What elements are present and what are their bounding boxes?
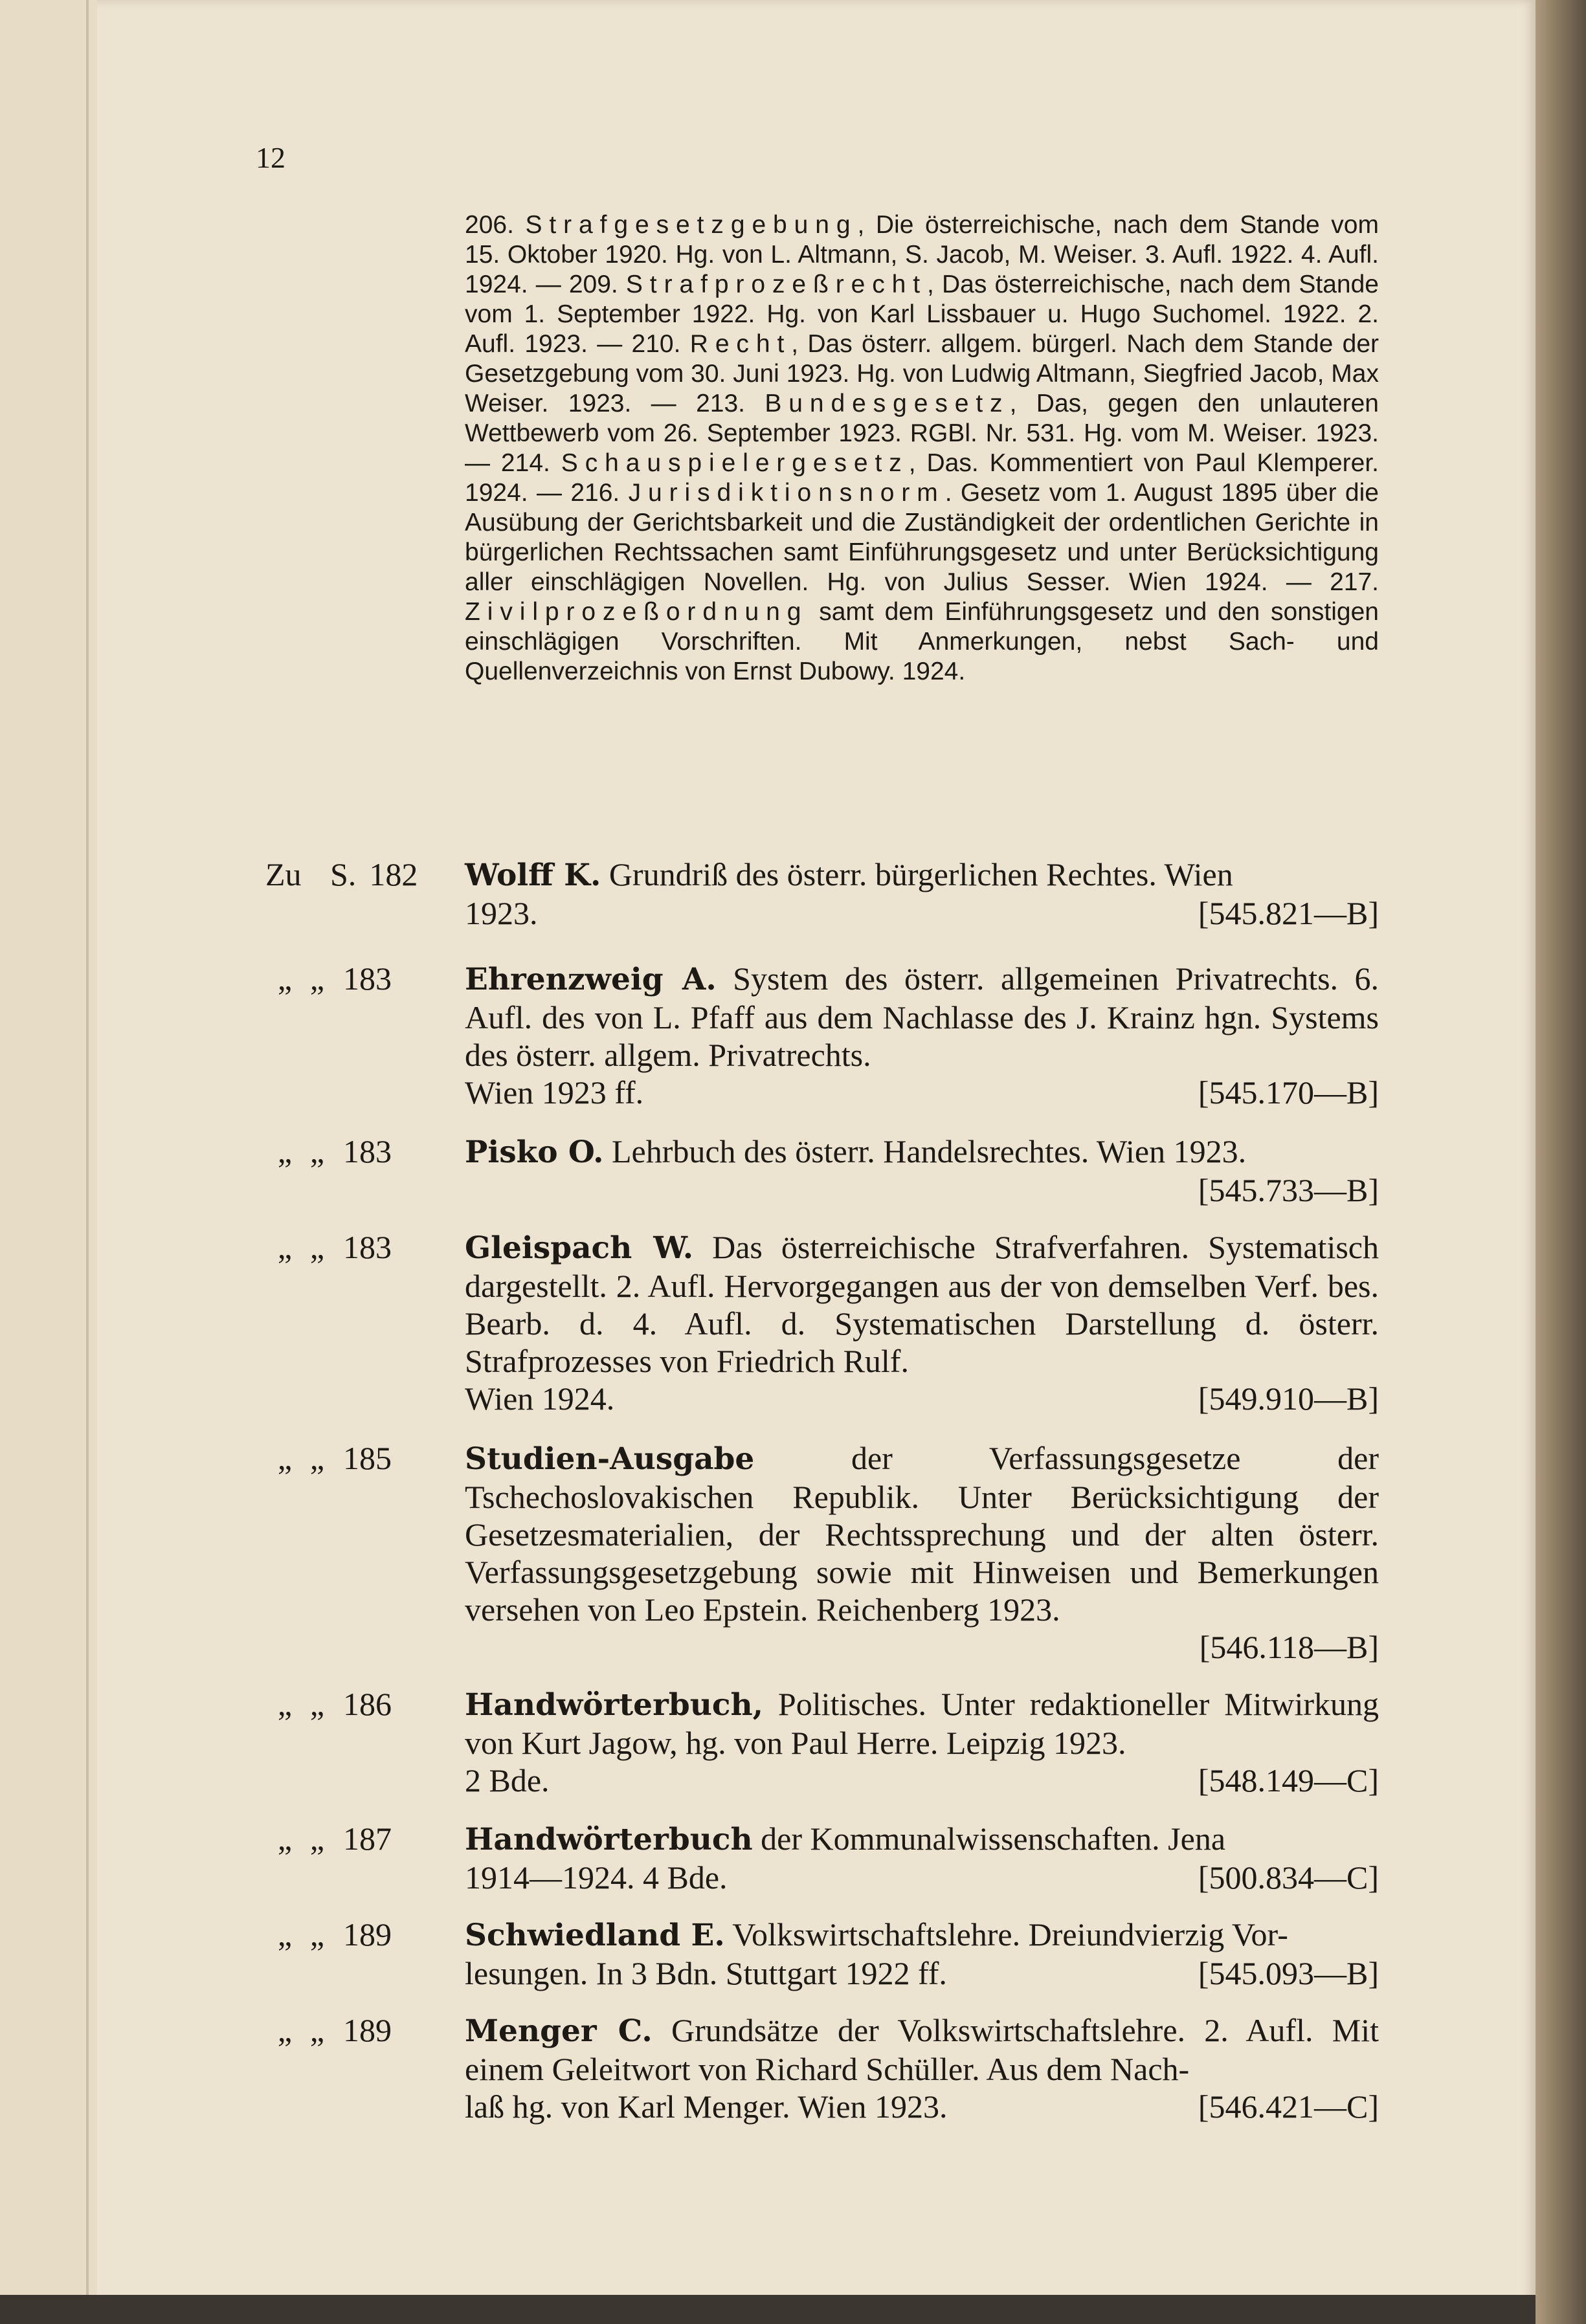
entry-text: [465, 1820, 1379, 1896]
entry-signature: [549.910—B]: [1198, 1380, 1379, 1417]
ref-page: 187: [343, 1820, 392, 1857]
ref-prefix: „: [309, 1133, 325, 1169]
page-reference: [265, 1133, 447, 1170]
spaced-title: Zivilprozeßordnung: [465, 598, 809, 626]
entry-signature: [545.733—B]: [1198, 1172, 1379, 1208]
ref-prefix: „: [309, 1820, 325, 1857]
entry-text: [465, 2011, 1379, 2125]
text-run: 206.: [465, 211, 526, 239]
spaced-title: Schauspielergesetz: [561, 449, 909, 477]
ref-page: 183: [343, 1133, 392, 1169]
entry-author: Menger C.: [465, 2013, 653, 2049]
text-run: , Die österreichische, nach dem Stande vom 15. Oktober 1920. Hg. von L. Altmann, S. Jacob, M. Weiser. 3. Aufl. 1922. 4. Aufl. 1924. — 209.: [465, 211, 1379, 298]
entry-signature: [546.421—C]: [1198, 2088, 1379, 2125]
ref-page: 189: [343, 1916, 392, 1953]
entry-description: Volkswirtschaftslehre. Dreiundvierzig Vor-: [724, 1916, 1288, 1953]
entry-last-line: Wien 1924.: [465, 1380, 615, 1417]
ref-page: 183: [343, 1229, 392, 1265]
ref-prefix: „: [309, 1229, 325, 1265]
ref-page: 189: [343, 2012, 392, 2048]
entry-text: [465, 1685, 1379, 1799]
page-reference: [265, 1820, 447, 1857]
text-run: , Das. Kommentiert von Paul Klemperer. 1924. — 216.: [465, 449, 1379, 507]
spaced-title: Recht: [689, 330, 792, 358]
ref-zu: „: [277, 1440, 293, 1476]
ref-prefix: S.: [330, 856, 357, 892]
ref-page: 182: [369, 856, 418, 892]
spaced-title: Bundesgesetz: [765, 390, 1010, 417]
entry-handwoerterbuch-politisch: [265, 1685, 1379, 1799]
page-edge-bottom: [0, 2295, 1536, 2324]
page-reference: [265, 856, 447, 893]
page-reference: [265, 2011, 447, 2049]
entry-studien-ausgabe: [265, 1439, 1379, 1666]
entry-author: Studien-Ausgabe: [465, 1441, 755, 1477]
page-reference: [265, 1685, 447, 1723]
entry-gleispach: [265, 1228, 1379, 1417]
entry-signature: [500.834—C]: [1198, 1859, 1379, 1896]
page-reference: [265, 1228, 447, 1266]
entry-description: Grundriß des österr. bürgerlichen Rechtes. Wien: [601, 856, 1233, 892]
ref-zu: „: [277, 1686, 293, 1722]
entry-author: Wolff K.: [465, 858, 601, 893]
ref-zu: „: [277, 2012, 293, 2048]
entry-signature: [545.821—B]: [1198, 895, 1379, 931]
spaced-title: Strafgesetzgebung: [525, 211, 858, 239]
entry-last-line: Wien 1923 ff.: [465, 1074, 644, 1111]
ref-page: 183: [343, 960, 392, 997]
entry-pisko: [265, 1133, 1379, 1209]
ref-prefix: „: [309, 1686, 325, 1722]
entry-signature: [545.170—B]: [1198, 1074, 1379, 1111]
entry-text: [465, 1228, 1379, 1417]
page-edge-right: [1536, 0, 1586, 2324]
entry-signature: [548.149—C]: [1198, 1762, 1379, 1798]
ref-zu: Zu: [265, 856, 302, 892]
ref-zu: „: [277, 1820, 293, 1857]
ref-zu: „: [277, 1916, 293, 1953]
page-number: 12: [256, 141, 285, 174]
entry-last-line: 1923.: [465, 895, 538, 931]
entry-text: [465, 856, 1379, 932]
top-entries-paragraph: [465, 210, 1379, 687]
entry-signature: [546.118—B]: [1199, 1629, 1379, 1665]
text-run: samt dem Einführungsgesetz und den sonstigen einschlägigen Vorschriften. Mit Anmerkungen, nebst Sach- und Quellenverzeichnis von Ernst Dubowy. 1924.: [465, 598, 1379, 685]
entry-description: der Kommunalwissenschaften. Jena: [752, 1820, 1226, 1857]
binding-line: [86, 0, 89, 2324]
spaced-title: Jurisdiktionsnorm: [628, 479, 945, 507]
top-entries-block: [465, 210, 1379, 687]
entry-last-line: 2 Bde.: [465, 1762, 550, 1798]
entry-description: Das österreichische Strafverfahren. Systematisch dargestellt. 2. Aufl. Hervorgegangen aus der von demselben Verf. bes. Bearb. d. 4. Aufl. d. Systematischen Darstellung d. österr. Strafprozesses von Friedrich Rulf.: [465, 1229, 1379, 1379]
ref-zu: „: [277, 1133, 293, 1169]
entry-signature: [545.093—B]: [1198, 1955, 1379, 1991]
ref-page: 186: [343, 1686, 392, 1722]
page-binding: [0, 0, 97, 2324]
entry-description: Lehrbuch des österr. Handelsrechtes. Wien 1923.: [603, 1133, 1247, 1169]
entry-author: Gleispach W.: [465, 1230, 694, 1266]
entry-description: Grundsätze der Volkswirtschaftslehre. 2. Aufl. Mit einem Geleitwort von Richard Schüller. Aus dem Nach-: [465, 2012, 1379, 2087]
entry-ehrenzweig: [265, 960, 1379, 1111]
page-reference: [265, 960, 447, 997]
ref-prefix: „: [309, 1440, 325, 1476]
entry-handwoerterbuch-kommunal: [265, 1820, 1379, 1896]
ref-prefix: „: [309, 2012, 325, 2048]
page-reference: [265, 1439, 447, 1477]
entry-author: Ehrenzweig A.: [465, 962, 717, 997]
entry-text: [465, 960, 1379, 1111]
page-reference: [265, 1916, 447, 1953]
entry-author: Handwörterbuch: [465, 1822, 753, 1857]
ref-zu: „: [277, 1229, 293, 1265]
text-run: . Gesetz vom 1. August 1895 über die Ausübung der Gerichtsbarkeit und die Zuständigkeit der ordentlichen Gerichte in bürgerlichen Rechtssachen samt Einführungsgesetz und unter Berücksichtigung aller einschlägigen Novellen. Hg. von Julius Sesser. Wien 1924. — 217.: [465, 479, 1379, 596]
entry-author: Handwörterbuch,: [465, 1687, 764, 1723]
text-run: , Das, gegen den unlauteren Wettbewerb vom 26. September 1923. RGBl. Nr. 531. Hg. vom M. Weiser. 1923. — 214.: [465, 390, 1379, 477]
entry-text: [465, 1133, 1379, 1209]
entry-menger: [265, 2011, 1379, 2125]
entry-description: System des österr. allgemeinen Privatrechts. 6. Aufl. des von L. Pfaff aus dem Nachlasse des J. Krainz hgn. Systems des österr. allgem. Privatrechts.: [465, 960, 1379, 1073]
ref-prefix: „: [309, 1916, 325, 1953]
ref-page: 185: [343, 1440, 392, 1476]
entry-wolff: [265, 856, 1379, 932]
entry-last-line: lesungen. In 3 Bdn. Stuttgart 1922 ff.: [465, 1955, 947, 1991]
entry-schwiedland: [265, 1916, 1379, 1992]
spaced-title: Strafprozeßrecht: [625, 271, 928, 298]
text-run: , Das österreichische, nach dem Stande vom 1. September 1922. Hg. von Karl Lissbauer u. Hugo Suchomel. 1922. 2. Aufl. 1923. — 210.: [465, 271, 1379, 358]
entry-last-line: laß hg. von Karl Menger. Wien 1923.: [465, 2088, 948, 2125]
entry-last-line: 1914—1924. 4 Bde.: [465, 1859, 728, 1896]
ref-zu: „: [277, 960, 293, 997]
entry-author: Pisko O.: [465, 1134, 604, 1170]
ref-prefix: „: [309, 960, 325, 997]
entry-description: der Verfassungsgesetze der Tschechoslovakischen Republik. Unter Berücksichtigung der Gesetzesmaterialien, der Rechtssprechung und der alten österr. Verfassungsgesetzgebung sowie mit Hinweisen und Bemerkungen versehen von Leo Epstein. Reichenberg 1923.: [465, 1440, 1379, 1628]
entry-description: Politisches. Unter redaktioneller Mitwirkung von Kurt Jagow, hg. von Paul Herre. Leipzig 1923.: [465, 1686, 1379, 1761]
entry-author: Schwiedland E.: [465, 1918, 725, 1953]
entry-text: [465, 1439, 1379, 1666]
text-run: , Das österr. allgem. bürgerl. Nach dem Stande der Gesetzgebung vom 30. Juni 1923. Hg. von Ludwig Altmann, Siegfried Jacob, Max Weiser. 1923. — 213.: [465, 330, 1379, 417]
entry-text: [465, 1916, 1379, 1992]
